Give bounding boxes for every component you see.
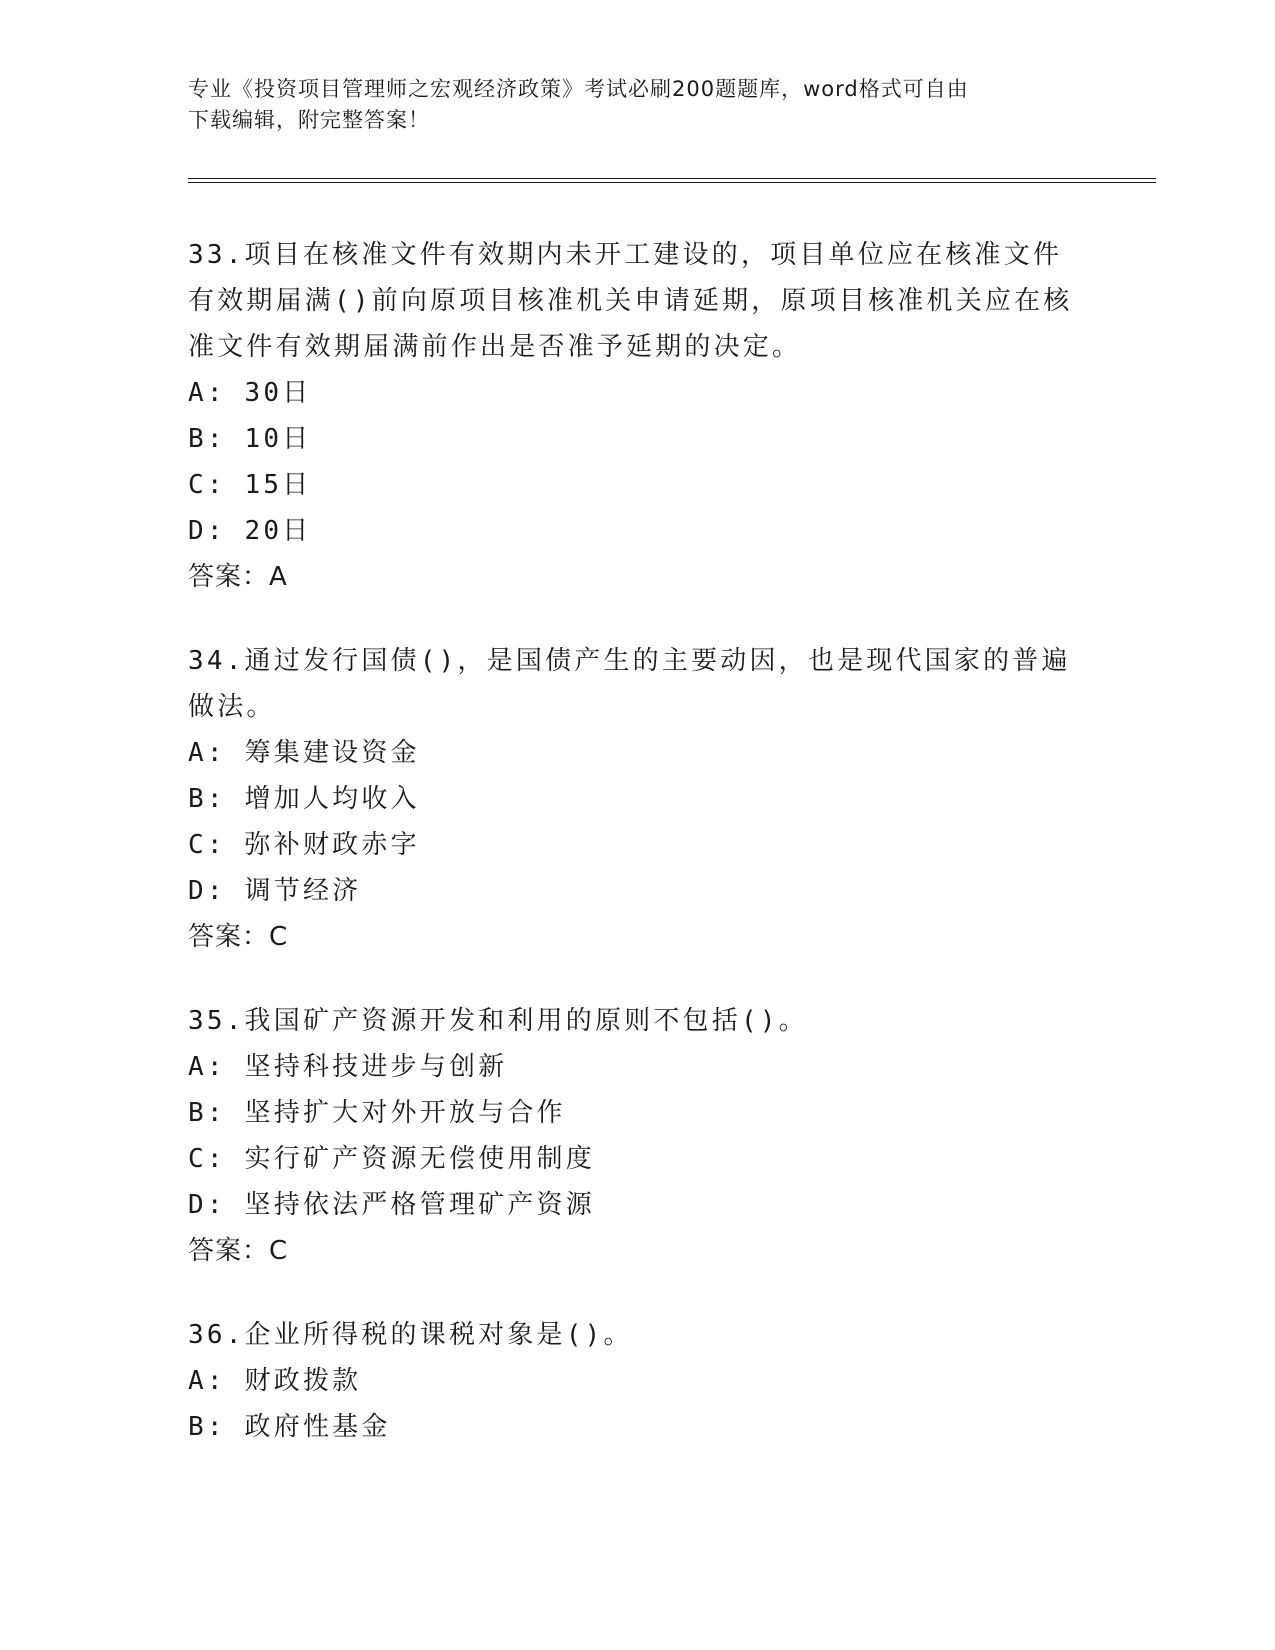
question-stem: 34.通过发行国债()，是国债产生的主要动因，也是现代国家的普遍做法。 — [188, 646, 1071, 722]
option-c: C: 实行矿产资源无偿使用制度 — [188, 1144, 595, 1174]
question-34 — [188, 638, 1088, 960]
option-a: A: 30日 — [188, 378, 312, 408]
question-33 — [188, 232, 1088, 600]
option-a: A: 筹集建设资金 — [188, 738, 420, 768]
answer: 答案：C — [188, 1236, 289, 1266]
question-list — [188, 232, 1088, 1488]
header-double-rule — [188, 178, 1156, 183]
question-stem: 33.项目在核准文件有效期内未开工建设的，项目单位应在核准文件有效期届满()前向原项目核准机关申请延期，原项目核准机关应在核准文件有效期届满前作出是否准予延期的决定。 — [188, 240, 1073, 362]
answer: 答案：C — [188, 922, 289, 952]
question-stem: 36.企业所得税的课税对象是()。 — [188, 1320, 633, 1350]
header-line-1: 专业《投资项目管理师之宏观经济政策》考试必刷200题题库，word格式可自由 — [188, 77, 969, 101]
option-a: A: 财政拨款 — [188, 1366, 362, 1396]
answer: 答案：A — [188, 562, 288, 592]
option-a: A: 坚持科技进步与创新 — [188, 1052, 508, 1082]
option-b: B: 10日 — [188, 424, 312, 454]
option-d: D: 坚持依法严格管理矿产资源 — [188, 1190, 595, 1220]
question-35 — [188, 998, 1088, 1274]
header-line-2: 下载编辑，附完整答案！ — [188, 108, 430, 132]
option-c: C: 弥补财政赤字 — [188, 830, 420, 860]
option-b: B: 增加人均收入 — [188, 784, 420, 814]
option-d: D: 调节经济 — [188, 876, 362, 906]
question-stem: 35.我国矿产资源开发和利用的原则不包括()。 — [188, 1006, 808, 1036]
question-36 — [188, 1312, 1088, 1450]
document-header — [188, 74, 1068, 136]
option-b: B: 坚持扩大对外开放与合作 — [188, 1098, 566, 1128]
option-d: D: 20日 — [188, 516, 312, 546]
option-c: C: 15日 — [188, 470, 312, 500]
option-b: B: 政府性基金 — [188, 1412, 391, 1442]
